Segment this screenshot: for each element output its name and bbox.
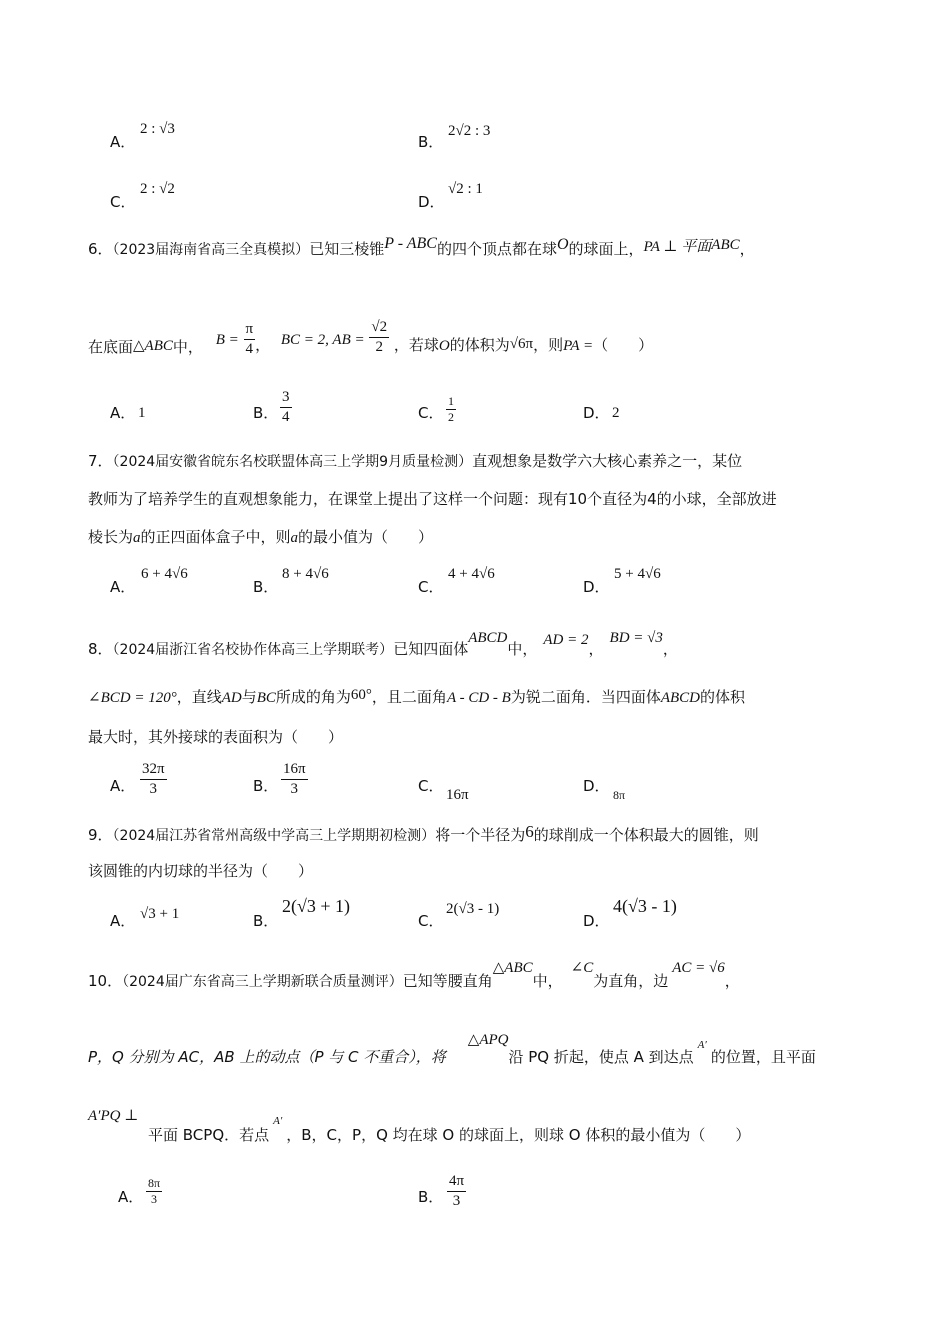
q10-line-3b xyxy=(148,1110,751,1144)
q6-option-d-letter: D． xyxy=(583,404,610,422)
q7-line-1 xyxy=(88,452,742,471)
q7-option-c-value: 4 + 4√6 xyxy=(448,566,495,582)
q5-option-c-letter: C． xyxy=(110,193,136,211)
q6-option-d-value: 2 xyxy=(612,405,620,421)
q6-pa-eq: PA = xyxy=(563,337,594,354)
q6-number: 6． xyxy=(88,240,113,258)
fraction-denominator: 4 xyxy=(245,340,254,357)
fraction-denominator: 3 xyxy=(151,1192,158,1206)
q10-option-a-fraction xyxy=(146,1176,162,1207)
q8-text: 为锐二面角．当四面体 xyxy=(510,688,661,706)
q6-angle-b: B = xyxy=(215,331,239,348)
q9-text: 的球削成一个体积最大的圆锥，则 xyxy=(533,826,759,844)
q6-text: 已知三棱锥 xyxy=(309,240,385,258)
q6-plane-abc: ABC xyxy=(711,237,740,253)
q10-text: 为直角，边 xyxy=(593,972,669,990)
q5-option-b-value: 2√2 : 3 xyxy=(448,123,491,139)
q9-option-c-letter: C． xyxy=(418,912,444,930)
q9-option-b-value: 2(√3 + 1) xyxy=(282,896,351,916)
q9-source: （2024届江苏省常州高级中学高三上学期期初检测） xyxy=(112,828,436,844)
q10-text: ， xyxy=(724,972,740,990)
q8-bc-line: BC xyxy=(256,690,276,706)
q5-option-a-value: 2 : √3 xyxy=(140,121,175,137)
q10-text: ，B，C，P，Q 均在球 O 的球面上，则球 O 体积的最小值为（ ） xyxy=(286,1126,751,1144)
q10-option-b-fraction xyxy=(447,1172,466,1211)
q10-source: （2024届广东省高三上学期新联合质量测评） xyxy=(122,974,403,990)
q6-ab-fraction xyxy=(369,318,389,357)
q8-line-2 xyxy=(88,688,745,707)
q6-line-2: 在底面△ABC中， B = $\frac{\pi}{4}$ ， BC = 2, AB = $\frac{√2}{2}$ ，若球O的体积为√6π，则PA =（ ） xyxy=(88,319,654,357)
q8-text: 与 xyxy=(241,688,257,706)
q6-sphere-o: O xyxy=(556,236,569,253)
q10-line-2 xyxy=(88,1030,816,1066)
q6-volume: √6π xyxy=(509,335,534,352)
q8-text: ，且二面角 xyxy=(371,688,447,706)
q6-angle-b-fraction xyxy=(244,320,256,359)
q6-text: 中， xyxy=(172,337,203,356)
q10-line-3 xyxy=(88,1106,138,1125)
q8-abcd-2: ABCD xyxy=(660,690,701,706)
fraction-numerator: 32π xyxy=(140,760,167,780)
q8-text: ，直线 xyxy=(176,688,222,706)
q6-text: ，则 xyxy=(533,335,564,354)
q7-option-d-value: 5 + 4√6 xyxy=(614,566,661,582)
fraction-denominator: 4 xyxy=(282,408,290,425)
q10-apq: △APQ xyxy=(467,1032,509,1048)
fraction-numerator: 1 xyxy=(448,394,454,408)
q10-text: 沿 PQ 折起，使点 A 到达点 xyxy=(508,1048,694,1066)
q8-text: 的体积 xyxy=(700,688,746,706)
q8-option-c-value: 16π xyxy=(446,787,469,803)
q8-source: （2024届浙江省名校协作体高三上学期联考） xyxy=(112,642,394,658)
q5-option-d-value: √2 : 1 xyxy=(448,181,483,197)
q9-text: 将一个半径为 xyxy=(435,826,526,844)
q7-option-b-value: 8 + 4√6 xyxy=(282,566,329,582)
q10-ac: AC = √6 xyxy=(672,960,725,976)
q8-option-a-fraction xyxy=(140,760,167,799)
q6-line-1 xyxy=(88,235,755,259)
q6-option-a-letter: A． xyxy=(110,404,136,422)
q7-number: 7． xyxy=(88,452,113,470)
q8-text: ， xyxy=(588,640,604,658)
q7-text: 的最小值为（ ） xyxy=(298,528,434,546)
q5-option-c-value: 2 : √2 xyxy=(140,181,175,197)
fraction-denominator: 3 xyxy=(452,1192,461,1209)
q10-option-b-letter: B． xyxy=(418,1188,444,1206)
q7-text: 的正四面体盒子中，则 xyxy=(140,528,291,546)
q6-bc-ab: BC = 2, AB = xyxy=(280,331,365,348)
q8-dihedral: A - CD - B xyxy=(446,690,511,706)
fraction-numerator: 8π xyxy=(148,1176,161,1190)
q6-answer-paren: （ ） xyxy=(593,335,654,354)
q10-a-prime: A′ xyxy=(697,1039,707,1051)
q8-sixty: 60° xyxy=(350,687,372,703)
fraction-numerator: 3 xyxy=(280,388,292,408)
q10-a-prime-2: A′ xyxy=(273,1115,283,1127)
q5-option-a-letter: A． xyxy=(110,133,136,151)
q10-apq-perp: A′PQ ⊥ xyxy=(88,1108,139,1124)
q10-text: 的位置，且平面 xyxy=(710,1048,816,1066)
q6-option-c-letter: C． xyxy=(418,404,444,422)
q9-number: 9． xyxy=(88,826,113,844)
q8-line-1 xyxy=(88,630,678,658)
q10-text: 中， xyxy=(532,972,563,990)
q10-angle-c: ∠C xyxy=(570,960,594,976)
q6-option-b-fraction xyxy=(280,388,292,427)
q7-option-b-letter: B． xyxy=(253,578,279,596)
q9-line-1 xyxy=(88,822,759,845)
q8-text: ， xyxy=(662,640,678,658)
q10-text: P，Q 分别为 AC，AB 上的动点（P 与 C 不重合），将 xyxy=(88,1048,446,1066)
q7-source: （2024届安徽省皖东名校联盟体高三上学期9月质量检测） xyxy=(112,454,473,470)
q7-option-c-letter: C． xyxy=(418,578,444,596)
q6-text: 在底面 xyxy=(88,337,134,356)
q9-option-a-value: √3 + 1 xyxy=(140,906,180,922)
q6-text: 的球面上， xyxy=(568,240,644,258)
q7-text: 棱长为 xyxy=(88,528,134,546)
q7-a-2: a xyxy=(290,530,299,546)
q8-angle-bcd: ∠BCD = 120° xyxy=(88,690,177,706)
q7-option-d-letter: D． xyxy=(583,578,610,596)
q6-text: 的四个顶点都在球 xyxy=(436,240,557,258)
q9-option-b-letter: B． xyxy=(253,912,279,930)
q8-abcd: ABCD xyxy=(468,630,508,646)
q6-text: 的体积为 xyxy=(449,335,510,354)
q9-option-d-value: 4(√3 - 1) xyxy=(613,896,677,916)
fraction-denominator: 3 xyxy=(290,780,299,797)
q8-number: 8． xyxy=(88,640,113,658)
q8-option-c-letter: C． xyxy=(418,777,444,795)
q8-text: 已知四面体 xyxy=(393,640,469,658)
q7-option-a-letter: A． xyxy=(110,578,136,596)
q7-option-a-value: 6 + 4√6 xyxy=(141,566,188,582)
q9-six: 6 xyxy=(525,822,534,841)
q8-option-a-letter: A． xyxy=(110,777,136,795)
q8-option-d-value: 8π xyxy=(613,788,626,802)
fraction-numerator: √2 xyxy=(369,318,389,338)
q6-pyramid: P - ABC xyxy=(384,235,437,252)
q10-option-a-letter: A． xyxy=(118,1188,144,1206)
q7-a: a xyxy=(133,530,141,546)
q6-option-a-value: 1 xyxy=(138,405,146,421)
q8-bd: BD = √3 xyxy=(609,630,663,646)
q8-text: 所成的角为 xyxy=(275,688,351,706)
q8-ad: AD = 2 xyxy=(543,632,589,648)
q6-sphere-o-2: O xyxy=(438,337,450,354)
q10-text: 平面 BCPQ．若点 xyxy=(148,1126,270,1144)
q8-option-d-letter: D． xyxy=(583,777,610,795)
q8-text: 中， xyxy=(507,640,538,658)
q9-line-2: 该圆锥的内切球的半径为（ ） xyxy=(88,862,314,880)
q5-option-b-letter: B． xyxy=(418,133,444,151)
q8-ad-line: AD xyxy=(221,690,242,706)
q6-text: ， xyxy=(739,240,755,258)
fraction-denominator: 3 xyxy=(149,780,158,797)
q7-line-3 xyxy=(88,528,433,547)
q6-triangle: △ABC xyxy=(133,337,173,354)
q8-option-b-fraction xyxy=(281,760,308,799)
q6-source: （2023届海南省高三全真模拟） xyxy=(112,242,310,258)
fraction-denominator: 2 xyxy=(375,338,383,355)
q10-triangle: △ABC xyxy=(492,960,533,976)
q9-option-c-value: 2(√3 - 1) xyxy=(446,901,500,917)
q8-option-b-letter: B． xyxy=(253,777,279,795)
q6-option-c-fraction xyxy=(446,394,456,425)
q10-number: 10． xyxy=(88,972,123,990)
fraction-numerator: 16π xyxy=(281,760,308,780)
fraction-denominator: 2 xyxy=(448,410,454,424)
fraction-numerator: π xyxy=(244,320,256,340)
q9-option-d-letter: D． xyxy=(583,912,610,930)
q7-text: 直观想象是数学六大核心素养之一，某位 xyxy=(472,452,743,470)
q6-option-b-letter: B． xyxy=(253,404,279,422)
q10-text: 已知等腰直角 xyxy=(402,972,493,990)
fraction-numerator: 4π xyxy=(447,1172,466,1192)
q8-line-3: 最大时，其外接球的表面积为（ ） xyxy=(88,728,344,746)
q5-option-d-letter: D． xyxy=(418,193,445,211)
q7-line-2: 教师为了培养学生的直观想象能力，在课堂上提出了这样一个问题：现有10个直径为4的小球，全部放进 xyxy=(88,490,777,508)
q10-line-1 xyxy=(88,958,740,990)
q6-text: ，若球 xyxy=(393,335,439,354)
q6-pa-perp: PA ⊥ 平面 xyxy=(643,239,712,255)
q9-option-a-letter: A． xyxy=(110,912,136,930)
